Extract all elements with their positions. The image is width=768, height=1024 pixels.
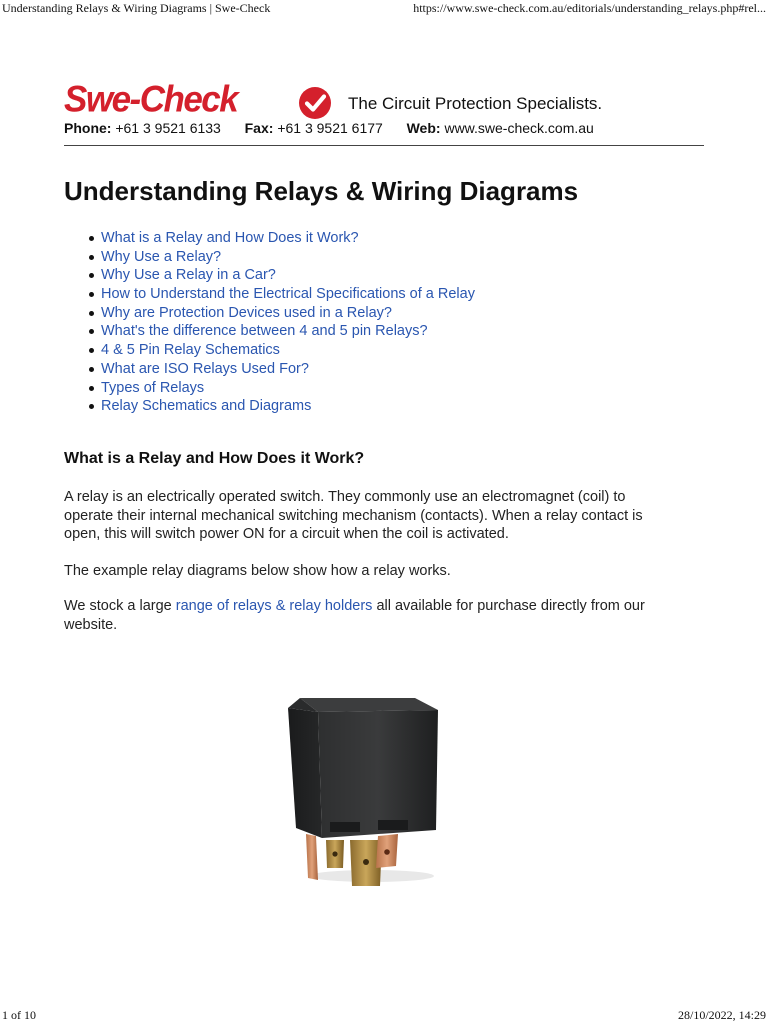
bullet-icon <box>89 404 94 409</box>
toc-link[interactable]: What are ISO Relays Used For? <box>101 360 309 377</box>
phone-label: Phone: <box>64 120 112 136</box>
bullet-icon <box>89 329 94 334</box>
phone-number: +61 3 9521 6133 <box>115 120 221 136</box>
toc-link[interactable]: Why are Protection Devices used in a Relay? <box>101 304 392 321</box>
relays-range-link[interactable]: range of relays & relay holders <box>175 598 373 614</box>
table-of-contents <box>64 229 475 416</box>
brand-header <box>64 79 704 122</box>
fax-label: Fax: <box>244 120 274 136</box>
print-footer <box>0 1006 768 1024</box>
bullet-icon <box>89 236 94 241</box>
print-header <box>0 0 768 16</box>
bullet-icon <box>89 386 94 391</box>
toc-item <box>64 285 475 304</box>
toc-item <box>64 322 475 341</box>
toc-link[interactable]: How to Understand the Electrical Specifications of a Relay <box>101 286 475 303</box>
toc-item <box>64 360 475 379</box>
bullet-icon <box>89 367 94 372</box>
checkmark-badge-icon <box>298 86 332 120</box>
toc-item <box>64 266 475 285</box>
toc-item <box>64 229 475 248</box>
toc-link[interactable]: What is a Relay and How Does it Work? <box>101 230 359 246</box>
stock-text-start: We stock a large <box>64 598 176 614</box>
toc-link[interactable]: 4 & 5 Pin Relay Schematics <box>101 342 280 359</box>
bullet-icon <box>89 255 94 260</box>
bullet-icon <box>89 292 94 297</box>
page-number: 1 of 10 <box>2 1008 36 1022</box>
toc-link[interactable]: Why Use a Relay? <box>101 248 222 265</box>
toc-item <box>64 341 475 360</box>
toc-link[interactable]: Relay Schematics and Diagrams <box>101 398 312 415</box>
toc-item <box>64 379 475 398</box>
stock-paragraph <box>64 597 674 634</box>
print-header-url: https://www.swe-check.com.au/editorials/understanding_relays.php#rel... <box>413 1 766 15</box>
page-title: Understanding Relays & Wiring Diagrams <box>64 176 579 206</box>
print-date: 28/10/2022, 14:29 <box>677 1008 766 1022</box>
bullet-icon <box>89 348 94 353</box>
diagram-intro-paragraph: The example relay diagrams below show how a relay works. <box>64 563 451 579</box>
web-address: www.swe-check.com.au <box>444 120 594 136</box>
brand-tagline: The Circuit Protection Specialists. <box>348 94 603 113</box>
toc-link[interactable]: Why Use a Relay in a Car? <box>101 267 276 284</box>
contact-info <box>64 120 594 136</box>
section-heading: What is a Relay and How Does it Work? <box>64 450 365 467</box>
toc-item <box>64 304 475 323</box>
print-header-title: Understanding Relays & Wiring Diagrams | Swe-Check <box>2 1 271 15</box>
bullet-icon <box>89 311 94 316</box>
header-divider <box>64 145 704 146</box>
swe-check-logo[interactable]: Swe-Check <box>64 79 238 120</box>
stock-text-end: all available for purchase directly from our website. <box>64 598 645 633</box>
toc-link[interactable]: Types of Relays <box>101 379 205 396</box>
bullet-icon <box>89 273 94 278</box>
toc-item <box>64 248 475 267</box>
toc-link[interactable]: What's the difference between 4 and 5 pin Relays? <box>101 323 428 340</box>
fax-number: +61 3 9521 6177 <box>277 120 383 136</box>
web-label: Web: <box>406 120 441 136</box>
toc-item <box>64 397 475 416</box>
relay-definition-paragraph: A relay is an electrically operated switch. They commonly use an electromagnet (coil) to operate their internal mechanical switching mechanism (contacts). When a relay contact is open, this will switch power ON for a circuit when the coil is activated. <box>64 489 643 542</box>
automotive-relay-image <box>270 690 470 890</box>
